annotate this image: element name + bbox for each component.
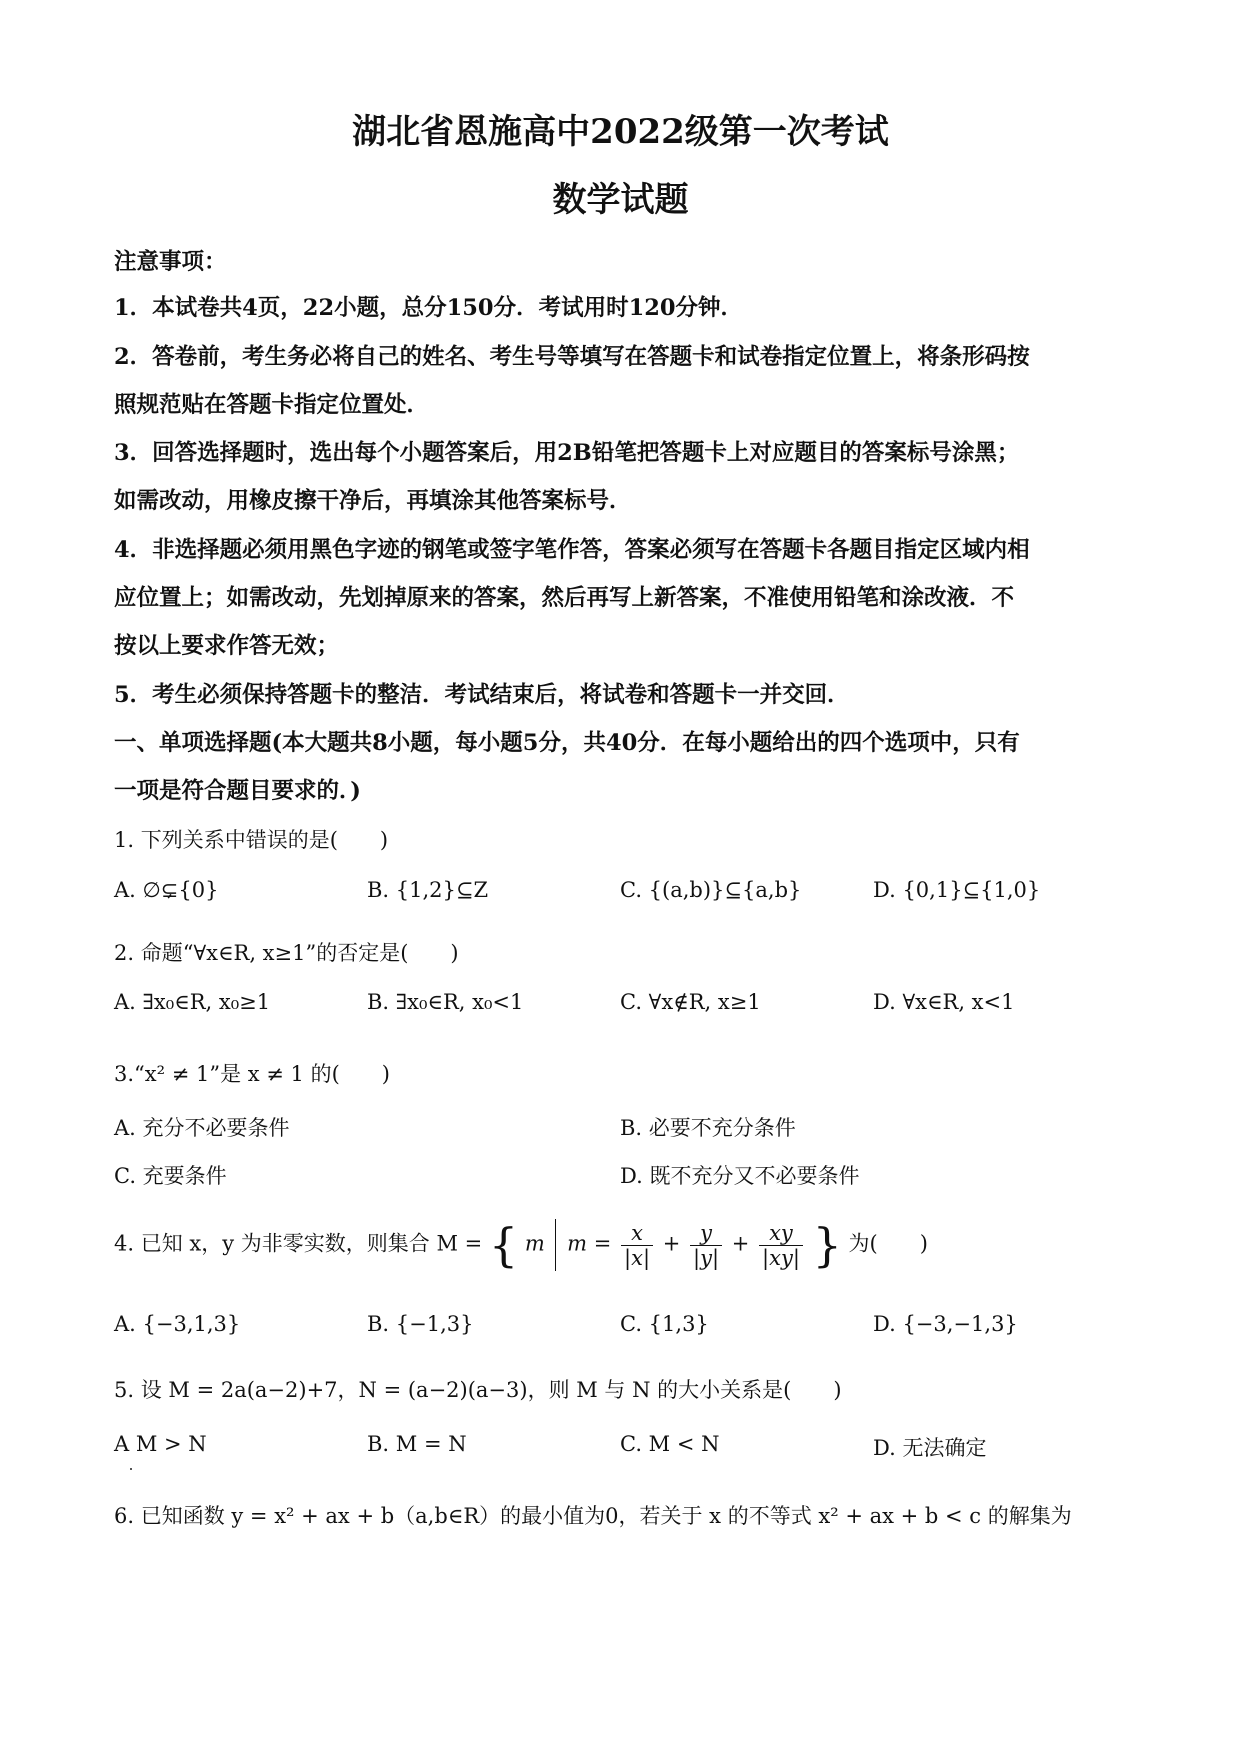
section-heading: 一、单项选择题(本大题共8小题，每小题5分，共40分．在每小题给出的四个选项中，只有 [114,730,1020,756]
q4-plus: + [662,1231,681,1256]
stray-dot [130,1468,132,1470]
q2-option-a: A. ∃x₀∈R, x₀≥1 [114,990,271,1014]
notice-heading: 注意事项： [114,249,227,275]
question-5-stem: 5. 设 M = 2a(a−2)+7，N = (a−2)(a−3)，则 M 与 N 的大小关系是( ) [114,1378,842,1402]
q5-option-d: D. 无法确定 [873,1436,987,1460]
q4-element-m: m [524,1231,545,1256]
q4-brace-close: } [812,1218,842,1272]
notice-item: 照规范贴在答题卡指定位置处． [114,392,430,418]
q4-fraction-xy-num: xy [759,1221,803,1246]
question-3-stem: 3.“x² ≠ 1”是 x ≠ 1 的( ) [114,1062,390,1086]
section-heading: 一项是符合题目要求的．) [114,778,361,804]
q5-option-a: A M > N [114,1432,207,1456]
q3-option-b: B. 必要不充分条件 [620,1116,796,1140]
q4-option-a: A. {−3,1,3} [114,1312,241,1336]
notice-item: 如需改动，用橡皮擦干净后，再填涂其他答案标号． [114,488,632,514]
q4-m-equals: m = [567,1231,612,1256]
notice-item: 4．非选择题必须用黑色字迹的钢笔或签字笔作答，答案必须写在答题卡各题目指定区域内相 [114,537,1030,563]
question-6-stem: 6. 已知函数 y = x² + ax + b（a,b∈R）的最小值为0，若关于 x 的不等式 x² + ax + b < c 的解集为 [114,1504,1072,1528]
q4-stem-prefix: 4. 已知 x，y 为非零实数，则集合 M = [114,1231,483,1256]
q4-fraction-x-den: |x| [624,1245,651,1270]
q2-option-d: D. ∀x∈R, x<1 [873,990,1015,1014]
q4-fraction-x-num: x [621,1221,653,1246]
q1-option-d: D. {0,1}⊆{1,0} [873,878,1041,902]
q3-option-a: A. 充分不必要条件 [114,1116,290,1140]
notice-item: 应位置上；如需改动，先划掉原来的答案，然后再写上新答案，不准使用铅笔和涂改液．不 [114,585,1015,611]
question-1-stem: 1. 下列关系中错误的是( ) [114,828,389,852]
notice-item: 5．考生必须保持答题卡的整洁．考试结束后，将试卷和答题卡一并交回． [114,682,850,708]
q2-option-b: B. ∃x₀∈R, x₀<1 [367,990,524,1014]
exam-subtitle: 数学试题 [552,180,689,220]
q4-fraction-y-den: |y| [693,1245,720,1270]
q5-option-b: B. M = N [367,1432,467,1456]
q4-fraction-y-num: y [690,1221,722,1246]
q4-plus: + [731,1231,750,1256]
q4-brace-open: { [488,1218,519,1272]
notice-item: 3．回答选择题时，选出每个小题答案后，用2B铅笔把答题卡上对应题目的答案标号涂黑； [114,440,1020,466]
exam-title: 湖北省恩施高中2022级第一次考试 [352,112,889,152]
q4-fraction-x [621,1221,653,1270]
q3-option-d: D. 既不充分又不必要条件 [620,1164,860,1188]
q4-fraction-xy [759,1221,803,1270]
q1-option-c: C. {(a,b)}⊆{a,b} [620,878,802,902]
notice-item: 1．本试卷共4页，22小题，总分150分．考试用时120分钟． [114,295,744,321]
q4-option-c: C. {1,3} [620,1312,709,1336]
notice-item: 按以上要求作答无效； [114,633,340,659]
q4-option-b: B. {−1,3} [367,1312,474,1336]
question-4-stem [114,1218,928,1288]
q4-set-divider [555,1219,556,1271]
q5-option-c: C. M < N [620,1432,720,1456]
q3-option-c: C. 充要条件 [114,1164,227,1188]
q4-option-d: D. {−3,−1,3} [873,1312,1018,1336]
notice-item: 2．答卷前，考生务必将自己的姓名、考生号等填写在答题卡和试卷指定位置上，将条形码按 [114,344,1030,370]
q1-option-b: B. {1,2}⊆Z [367,878,489,902]
q1-option-a: A. ∅⊊{0} [114,878,219,902]
question-2-stem: 2. 命题“∀x∈R, x≥1”的否定是( ) [114,941,459,965]
q4-fraction-xy-den: |xy| [762,1245,800,1270]
q2-option-c: C. ∀x∉R, x≥1 [620,990,761,1014]
q4-fraction-y [690,1221,722,1270]
q4-stem-suffix: 为( ) [848,1231,928,1256]
